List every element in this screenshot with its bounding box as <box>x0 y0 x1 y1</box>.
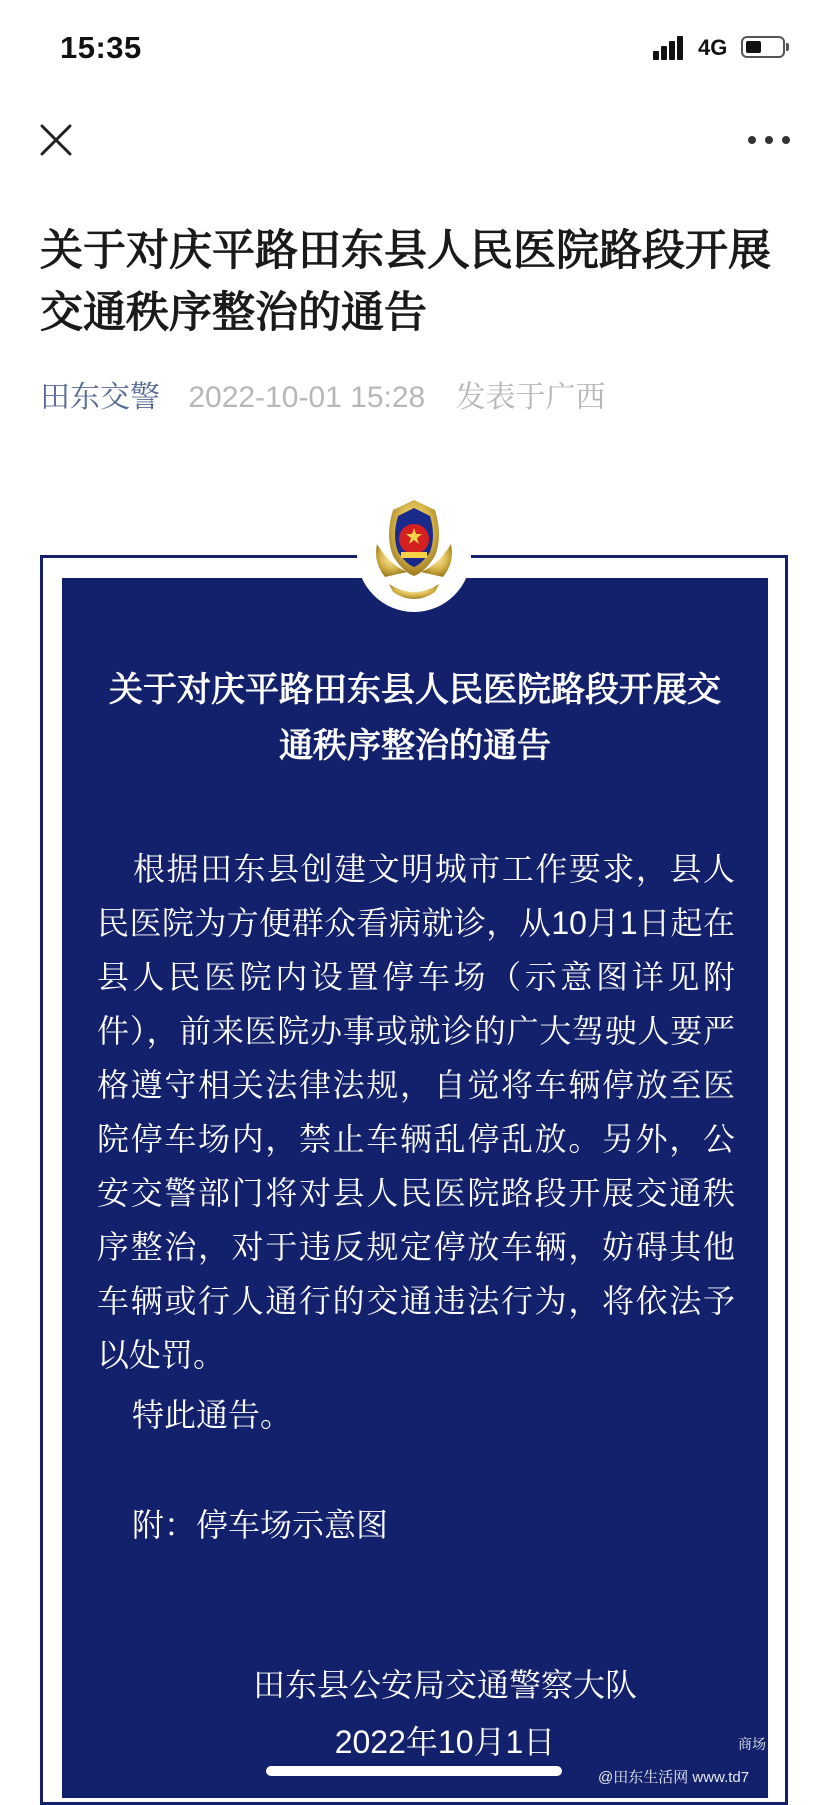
battery-icon <box>741 36 785 58</box>
poster-date: 2022年10月1日 <box>334 1724 556 1760</box>
nav-bar <box>0 100 828 180</box>
poster-title <box>62 662 768 774</box>
article-title: 关于对庆平路田东县人民医院路段开展交通秩序整治的通告 <box>40 227 771 337</box>
article-date: 2022-10-01 15:28 <box>188 381 426 414</box>
poster-closing: 特此通告。 <box>132 1397 293 1433</box>
poster-body: 根据田东县创建文明城市工作要求，县人民医院为方便群众看病就诊，从10月1日起在县人民医院内设置停车场（示意图详见附件），前来医院办事或就诊的广大驾驶人要严格遵守相关法律法规，自觉将车辆停放至医院停车场内，禁止车辆乱停乱放。另外，公安交警部门将对县人民医院路段开展交通秩序整治，对于违反规定停放车辆，妨碍其他车辆或行人通行的交通违法行为，将依法予以处罚。 <box>97 851 735 1373</box>
more-icon <box>746 130 792 150</box>
close-button[interactable] <box>38 122 74 158</box>
signal-icon <box>653 34 689 60</box>
home-indicator[interactable] <box>266 1766 562 1776</box>
status-time: 15:35 <box>60 30 142 65</box>
article-meta <box>40 372 606 416</box>
status-bar <box>0 0 828 100</box>
network-type: 4G <box>698 35 728 60</box>
poster-organization: 田东县公安局交通警察大队 <box>252 1667 637 1703</box>
watermark-line-2: @田东生活网 www.td7 <box>598 1769 750 1786</box>
article-author[interactable]: 田东交警 <box>40 381 160 414</box>
poster-title-line-2: 通秩序整治的通告 <box>279 727 551 765</box>
close-icon <box>38 122 74 158</box>
article-location: 发表于广西 <box>455 381 606 414</box>
poster-attachment: 附：停车场示意图 <box>132 1507 389 1543</box>
poster-title-line-1: 关于对庆平路田东县人民医院路段开展交 <box>109 671 721 709</box>
more-button[interactable] <box>746 130 792 150</box>
watermark-line-1: 商场 <box>738 1736 766 1752</box>
police-emblem-icon <box>355 492 473 614</box>
